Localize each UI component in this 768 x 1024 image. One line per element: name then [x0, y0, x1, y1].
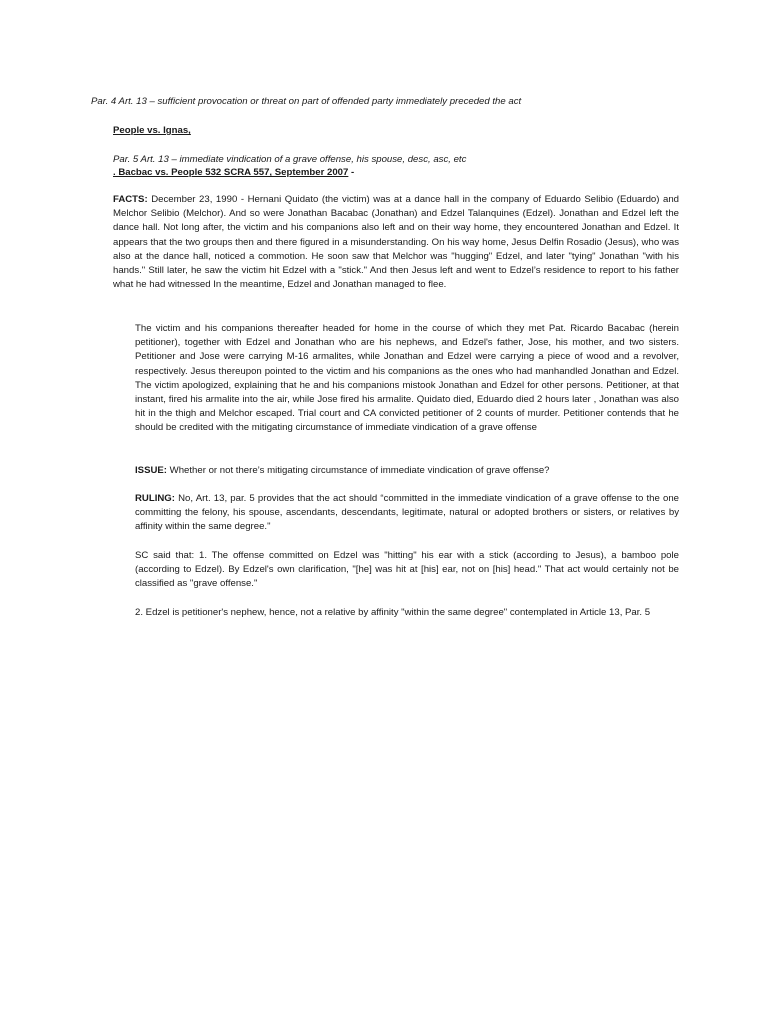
case-title-ignas: People vs. Ignas, — [113, 125, 191, 136]
facts-paragraph — [113, 193, 679, 292]
sc-paragraph: SC said that: 1. The offense committed on Edzel was "hitting" his ear with a stick (according to Jesus), a bamboo pole (according to Edzel). By Edzel's own clarification, "[he] was hit at [his] ear, not on [his] head." That act would certainly not be classified as "grave offense." — [135, 550, 679, 590]
issue-label: ISSUE: — [135, 465, 167, 476]
point-2-paragraph: 2. Edzel is petitioner's nephew, hence, not a relative by affinity "within the same degree" contemplated in Article 13, Par. 5 — [135, 607, 651, 618]
facts-label: FACTS: — [113, 194, 148, 205]
ruling-paragraph — [135, 492, 679, 535]
case-title-bacbac — [113, 166, 354, 180]
case-title-bacbac-link: . Bacbac vs. People 532 SCRA 557, September 2007 — [113, 167, 349, 178]
ruling-label: RULING: — [135, 493, 175, 504]
facts-text: December 23, 1990 - Hernani Quidato (the victim) was at a dance hall in the company of Eduardo Selibio (Eduardo) and Melchor Selibio (Melchor). And so were Jonathan Bacabac (Jonathan) and Edzel Talanquines (Edzel). Jonathan and Edzel left the dance hall. Not long after, the victim and his companions also left and on their way home, they encountered Jonathan and Edzel. It appears that the two groups then and there figured in a misunderstanding. On his way home, Jesus Delfin Rosadio (Jesus), who was also at the dance hall, noticed a commotion. He soon saw that Melchor was "hugging" Edzel, and later "tying" Jonathan "with his hands." Still later, he saw the victim hit Edzel with a "stick." And then Jesus left and went to Edzel’s residence to report to his father what he had witnessed In the meantime, Edzel and Jonathan managed to flee. — [113, 194, 679, 291]
case-title-bacbac-suffix: - — [348, 167, 355, 178]
sub-heading-par5: Par. 5 Art. 13 – immediate vindication of a grave offense, his spouse, desc, asc, etc — [113, 154, 467, 165]
issue-text: Whether or not there’s mitigating circumstance of immediate vindication of grave offense? — [167, 465, 550, 476]
header-line: Par. 4 Art. 13 – sufficient provocation or threat on part of offended party immediately preceded the act — [91, 96, 522, 107]
ruling-text: No, Art. 13, par. 5 provides that the act should “committed in the immediate vindication of a grave offense to the one committing the felony, his spouse, ascendants, descendants, legitimate, natural or adopted brothers or sisters, or relatives by affinity within the same degree." — [135, 493, 679, 533]
issue-paragraph — [135, 464, 679, 478]
victim-paragraph: The victim and his companions thereafter headed for home in the course of which they met Pat. Ricardo Bacabac (herein petitioner), together with Edzel and Jonathan who are his nephews, and Edzel's father, Jose, his mother, and two sisters. Petitioner and Jose were carrying M-16 armalites, while Jonathan and Edzel were carrying a piece of wood and a revolver, respectively. Jesus thereupon pointed to the victim and his companions as the ones who had manhandled Jonathan and Edzel. The victim apologized, explaining that he and his companions mistook Jonathan and Edzel for other persons. Petitioner, at that instant, fired his armalite into the air, while Jose fired his armalite. Quidato died, Eduardo died 2 hours later , Jonathan was also hit in the thigh and Melchor escaped. Trial court and CA convicted petitioner of 2 counts of murder. Petitioner contends that he should be credited with the mitigating circumstance of immediate vindication of a grave offense — [135, 323, 679, 434]
